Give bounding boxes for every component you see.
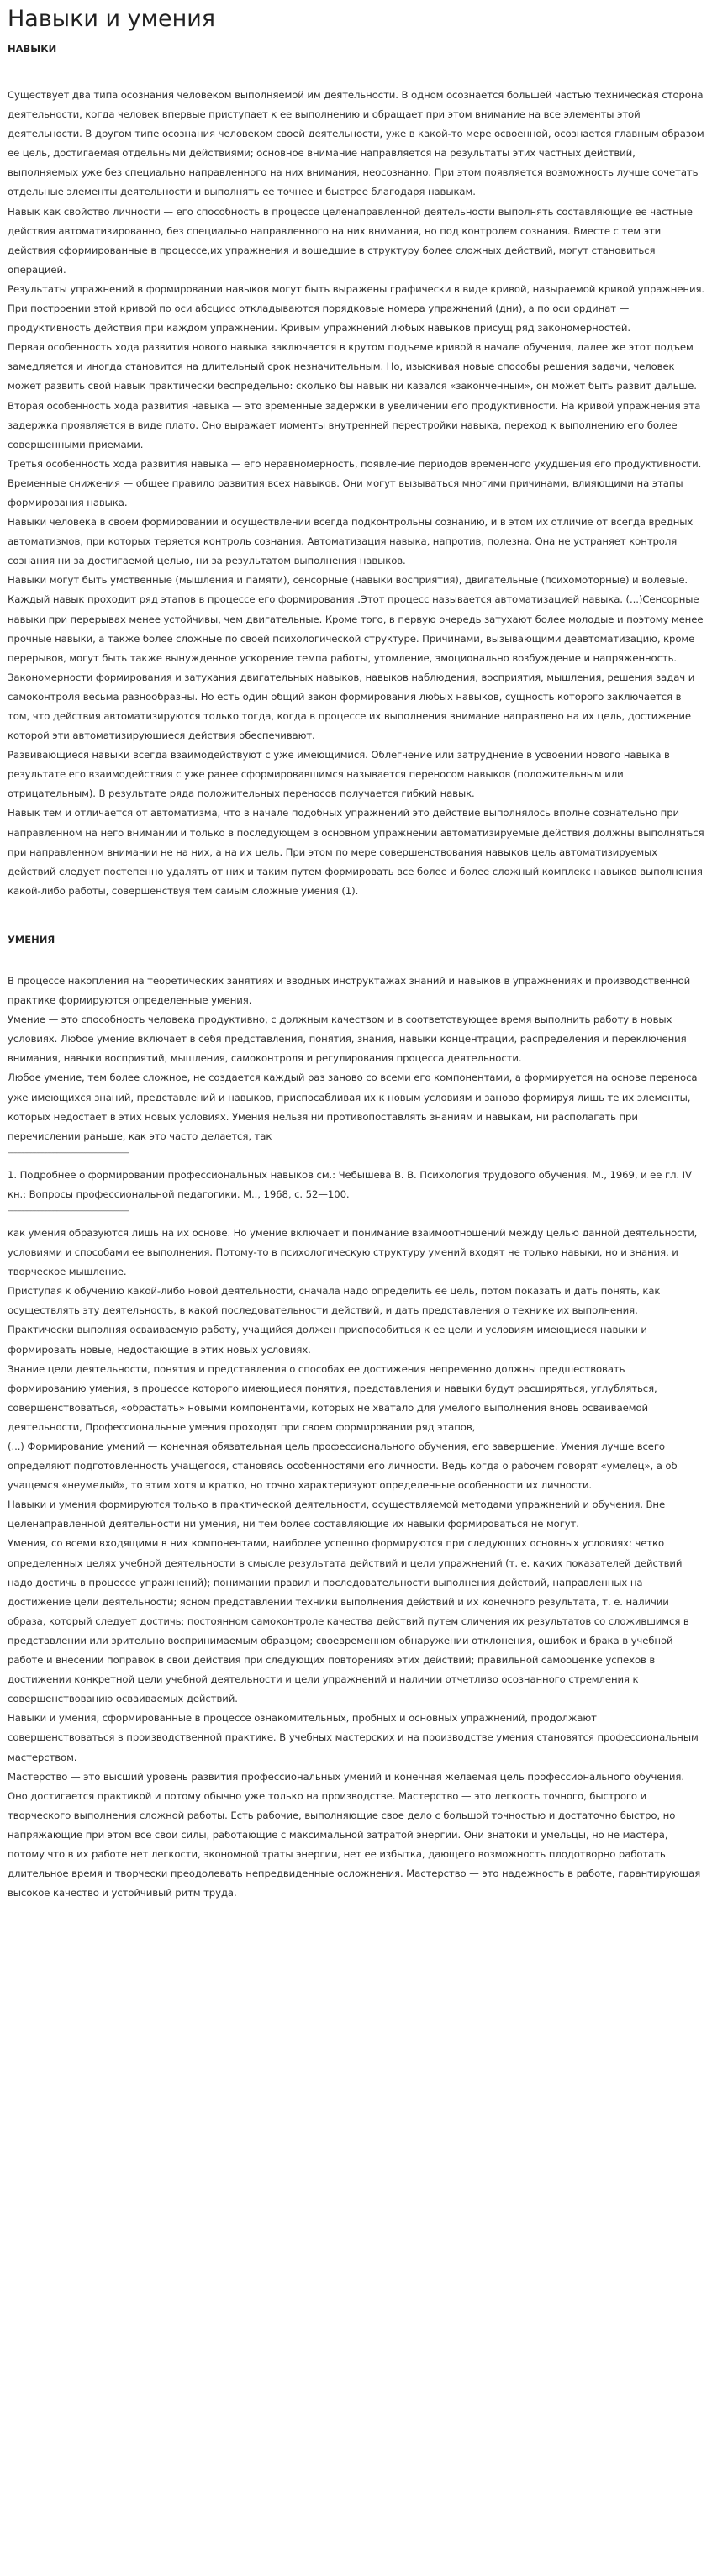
paragraph: Навыки могут быть умственные (мышления и памяти), сенсорные (навыки восприятия), двигательные (психомоторные) и волевые. Каждый навык проходит ряд этапов в процессе его формирования .Этот процесс называется автоматизацией навыка. (...)Сенсорные навыки при перерывах менее устойчивы, чем двигательные. Кроме того, в первую очередь затухают более молодые и поэтому менее прочные навыки, а также более сложные по своей психологической структуре. Причинами, вызывающими деавтоматизацию, кроме перерывов, могут быть также вынужденное ускорение темпа работы, утомление, эмоционально возбуждение и напряженность.	[8, 574, 704, 664]
paragraph: Навык как свойство личности — его способность в процессе целенаправленной деятельности выполнять составляющие ее частные действия автоматизированно, без специально направленного на них внимания, но под контролем сознания. Вместе с тем эти действия сформированные в процессе,их упражнения и вошедшие в структуру более сложных действий, могут становиться операцией.	[8, 205, 693, 276]
paragraph: Знание цели деятельности, понятия и представления о способах ее достижения непременно должны предшествовать формированию умения, в процессе которого имеющиеся понятия, представления и навыки будут расширяться, углубляться, совершенствоваться, «обрастать» новыми компонентами, которых не хватало для умелого выполнения вновь осваиваемой деятельности, Профессиональные умения проходят при своем формировании ряд этапов,	[8, 1362, 657, 1433]
paragraph: Существует два типа осознания человеком выполняемой им деятельности. В одном осознается большей частью техническая сторона деятельности, когда человек впервые приступает к ее выполнению и обращает при этом внимание на все элементы этой деятельности. В другом типе осознания человеком своей деятельности, уже в какой-то мере освоенной, осознается главным образом ее цель, достигаемая отдельными действиями; основное внимание направляется на результаты этих частных действий, выполняемых уже без специально направленного на них внимания, неосознанно. При этом появляется возможность лучше сочетать отдельные элементы деятельности и выполнять ее точнее и быстрее благодаря навыкам.	[8, 89, 704, 198]
page-title: Навыки и умения	[8, 6, 216, 32]
footnote: 1. Подробнее о формировании профессиональных навыков см.: Чебышева В. В. Психология трудового обучения. М., 1969, и ее гл. IV кн.: Вопросы профессиональной педагогики. М.., 1968, с. 52—100.	[8, 1168, 692, 1200]
paragraph: Навыки и умения формируются только в практической деятельности, осуществляемой методами упражнений и обучения. Вне целенаправленной деятельности ни умения, ни тем более составляющие их навыки формироваться не могут.	[8, 1499, 666, 1530]
paragraph: Первая особенность хода развития нового навыка заключается в крутом подъеме кривой в начале обучения, далее же этот подъем замедляется и иногда становится на длительный срок незначительным. Но, изыскивая новые способы решения задачи, человек может развить свой навык практически беспредельно: сколько бы навык ни казался «законченным», он может быть развит дальше.	[8, 341, 697, 392]
footnote-separator: ----------------------------------------------------------------	[8, 1206, 129, 1215]
paragraph: Умение — это способность человека продуктивно, с должным качеством и в соответствующее время выполнить работу в новых условиях. Любое умение включает в себя представления, понятия, знания, навыки концентрации, распределения и переключения внимания, навыки восприятий, мышления, самоконтроля и регулирования процесса деятельности.	[8, 1014, 687, 1065]
paragraph: Умения, со всеми входящими в них компонентами, наиболее успешно формируются при следующих основных условиях: четко определенных целях учебной деятельности в смысле результата действий и цели упражнений (т. е. каких показателей действий надо достичь в процессе упражнений); понимании правил и последовательности выполнения действий, направленных на достижение цели деятельности; ясном представлении техники выполнения действий и их конечного результата, т. е. наличии образа, который следует достичь; постоянном самоконтроле качества действий путем сличения их результатов со сложившимся в представлении или зрительно воспринимаемым образцом; своевременном обнаружении отклонения, ошибок и брака в учебной работе и внесении поправок в свои действия при следующих повторениях этих действий; правильной самооценке успехов в достижении конкретной цели учебной деятельности и цели упражнений и наличии отчетливо осознанного стремления к совершенствованию осваиваемых действий.	[8, 1537, 689, 1705]
paragraph: Любое умение, тем более сложное, не создается каждый раз заново со всеми его компонентами, а формируется на основе переноса уже имеющихся знаний, представлений и навыков, приспосабливая их к новым условиям и заново формируя лишь те их элементы, которых недостает в этих новых условиях. Умения нельзя ни противопоставлять знаниям и навыкам, ни располагать при перечислении раньше, как это часто делается, так	[8, 1072, 698, 1142]
section-skills	[8, 42, 704, 901]
paragraph: Мастерство — это высший уровень развития профессиональных умений и конечная желаемая цель профессионального обучения. Оно достигается практикой и потому обычно уже только на производстве. Мастерство — это легкость точного, быстрого и творческого выполнения сложной работы. Есть рабочие, выполняющие свое дело с большой точностью и достаточно быстро, но напряжающие при этом все свои силы, работающие с максимальной затратой энергии. Они знатоки и умельцы, но не мастера, потому что в их работе нет легкости, экономной траты энергии, нет ее избытка, дающего возможность плодотворно работать длительное время и творчески преодолевать непредвиденные осложнения. Мастерство — это надежность в работе, гарантирующая высокое качество и устойчивый ритм труда.	[8, 1770, 701, 1899]
section-abilities	[8, 933, 704, 1903]
footnote-separator: ----------------------------------------------------------------	[8, 1148, 129, 1157]
paragraph: Результаты упражнений в формировании навыков могут быть выражены графически в виде кривой, назыраемой кривой упражнения. При построении этой кривой по оси абсцисс откладываются порядковые номера упражнений (дни), а по оси ординат — продуктивность действия при каждом упражнении. Кривым упражнений любых навыков присущ ряд закономерностей.	[8, 282, 704, 335]
paragraph: Развивающиеся навыки всегда взаимодействуют с уже имеющимися. Облегчение или затруднение в усвоении нового навыка в результате его взаимодействия с уже ранее сформировавшимся называется переносом навыков (положительным или отрицательным). В результате ряда положительных переносов получается гибкий навык.	[8, 749, 670, 800]
paragraph: Закономерности формирования и затухания двигательных навыков, навыков наблюдения, восприятия, мышления, решения задач и самоконтроля весьма разнообразны. Но есть один общий закон формирования любых навыков, сущность которого заключается в том, что действия автоматизируются только тогда, когда в процессе их выполнения внимание направлено на их цель, достижение которой эти автоматизирующиеся действия обеспечивают.	[8, 671, 695, 742]
paragraph: Вторая особенность хода развития навыка — это временные задержки в увеличении его продуктивности. На кривой упражнения эта задержка проявляется в виде плато. Оно выражает моменты внутренней перестройки навыка, переход к выполнению его более совершенными приемами.	[8, 399, 701, 450]
paragraph: Навыки и умения, сформированные в процессе ознакомительных, пробных и основных упражнений, продолжают совершенствоваться в производственной практике. В учебных мастерских и на производстве умения становятся профессиональным мастерством.	[8, 1712, 699, 1763]
paragraph: Приступая к обучению какой-либо новой деятельности, сначала надо определить ее цель, потом показать и дать понять, как осуществлять эту деятельность, в какой последовательности действий, и дать представления о технике их выполнения. Практически выполняя осваиваемую работу, учащийся должен приспособиться к ее цели и условиям имеющиеся навыки и формировать новые, недостающие в этих новых условиях.	[8, 1285, 661, 1356]
section-heading-abilities: УМЕНИЯ	[8, 933, 55, 946]
paragraph: (...) Формирование умений — конечная обязательная цель профессионального обучения, его завершение. Умения лучше всего определяют подготовленность учащегося, становясь особенностями его личности. Ведь когда о рабочем говорят «умелец», а об учащемся «неумелый», то этим хотя и кратко, но точно характеризуют определенные особенности их личности.	[8, 1441, 678, 1492]
paragraph: как умения образуются лишь на их основе. Но умение включает и понимание взаимоотношений между целью данной деятельности, условиями и способами ее выполнения. Потому-то в психологическую структуру умений входят не только навыки, но и знания, и творческое мышление.	[8, 1226, 698, 1278]
paragraph: Навык тем и отличается от автоматизма, что в начале подобных упражнений это действие выполнялось вполне сознательно при направленном на него внимании и только в последующем в основном упражнении автоматизируемые действия должны выполняться при направленном внимании не на них, а на их цель. При этом по мере совершенствования навыков цель автоматизируемых действий следует постепенно удалять от них и таким путем формировать все более и более сложный комплекс навыков выполнения какой-либо работы, совершенствуя тем самым сложные умения (1).	[8, 807, 704, 897]
section-heading-skills: НАВЫКИ	[8, 43, 57, 55]
paragraph: В процессе накопления на теоретических занятиях и вводных инструктажах знаний и навыков в упражнениях и производственной практике формируются определенные умения.	[8, 974, 691, 1007]
paragraph: Третья особенность хода развития навыка — его неравномерность, появление периодов временного ухудшения его продуктивности. Временные снижения — общее правило развития всех навыков. Они могут вызываться многими причинами, влияющими на этапы формирования навыка.	[8, 457, 702, 508]
paragraph: Навыки человека в своем формировании и осуществлении всегда подконтрольны сознанию, и в этом их отличие от всегда вредных автоматизмов, при которых теряется контроль сознания. Автоматизация навыка, напротив, полезна. Она не устраняет контроля сознания ни за достигаемой целью, ни за результатом выполнения навыков.	[8, 516, 694, 567]
